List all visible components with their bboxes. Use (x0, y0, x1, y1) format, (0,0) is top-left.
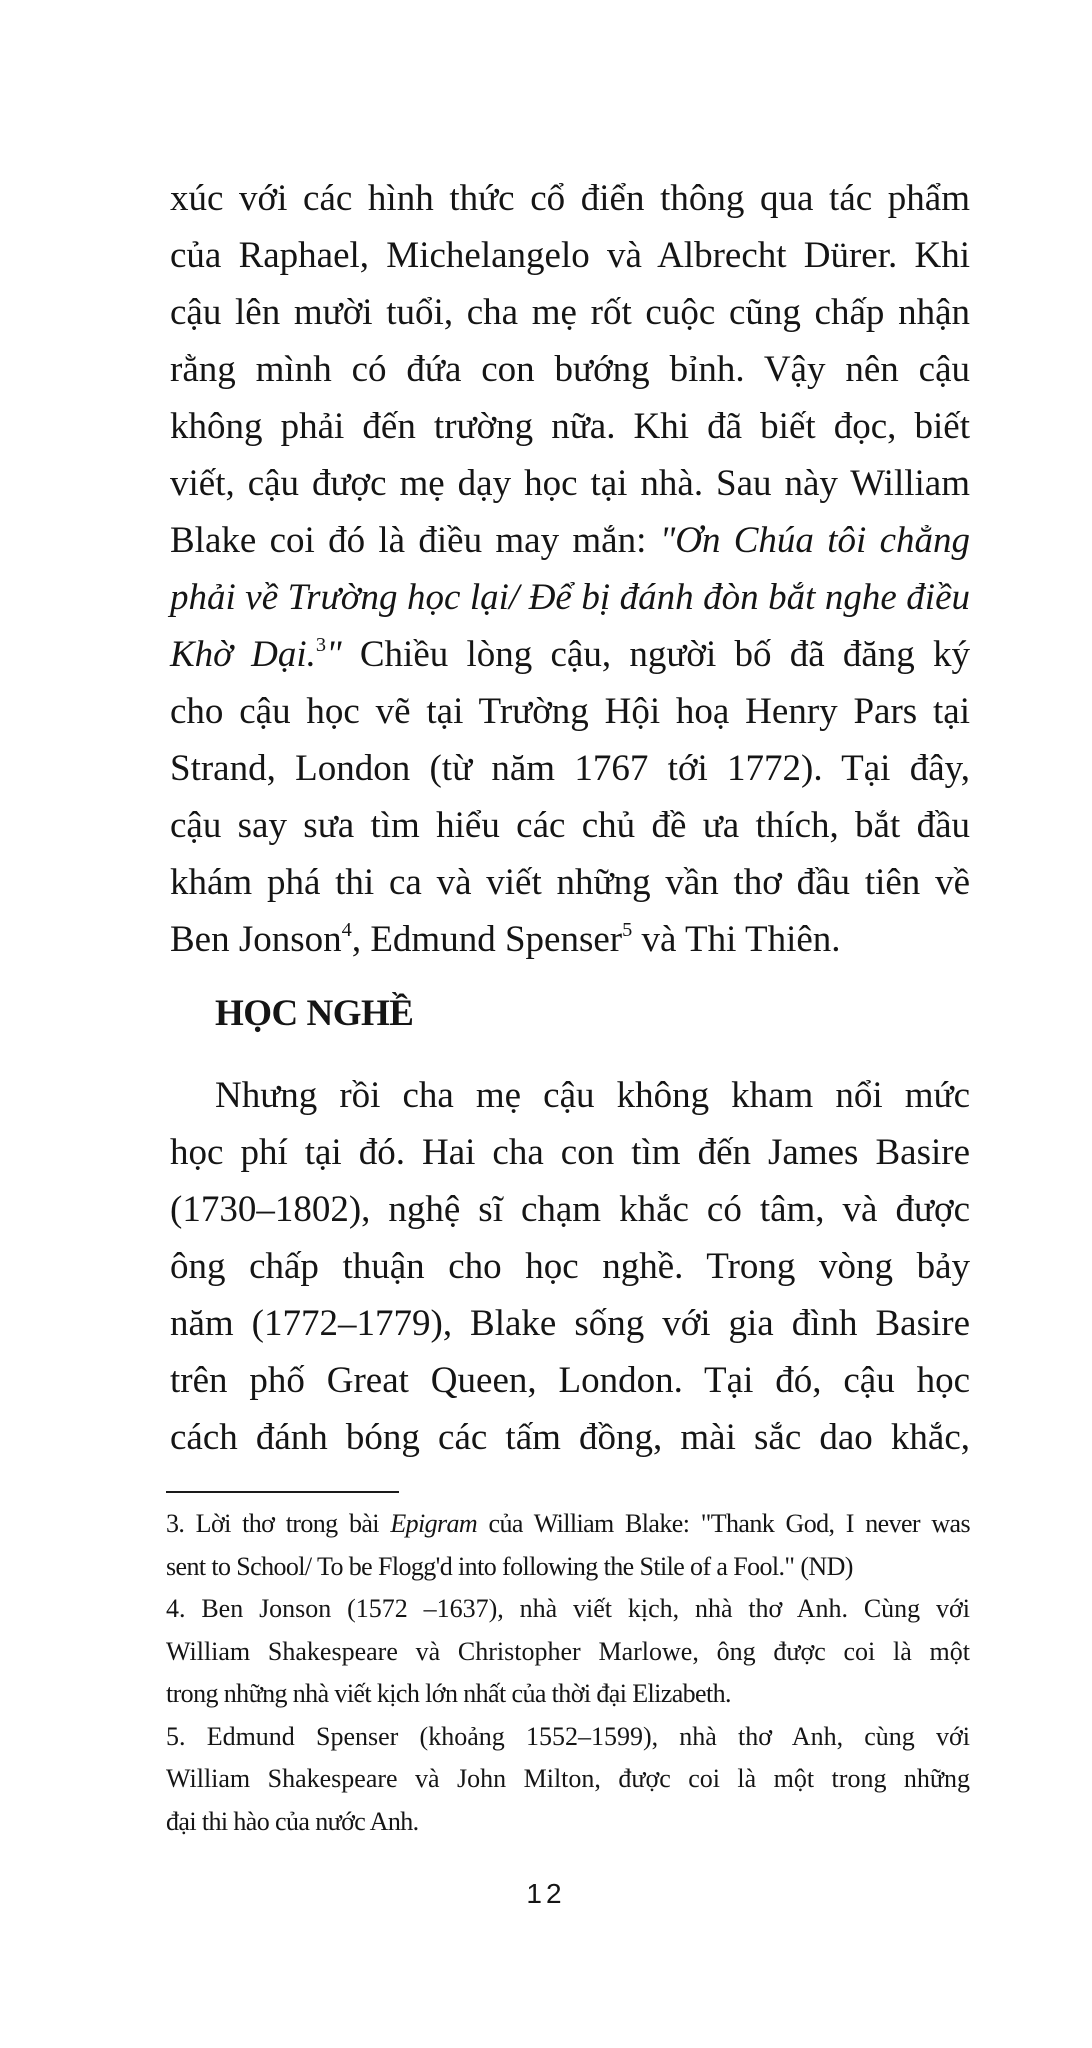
footnote-line: 4. Ben Jonson (1572 –1637), nhà viết kịch, nhà thơ Anh. Cùng với (166, 1594, 970, 1623)
text-run: , Edmund Spenser (351, 919, 623, 960)
text-line: rằng mình có đứa con bướng bỉnh. Vậy nên cậu (170, 349, 970, 390)
text-line: học phí tại đó. Hai cha con tìm đến James Basire (170, 1132, 970, 1173)
body-paragraph-2 (170, 1067, 970, 1466)
text-line: Nhưng rồi cha mẹ cậu không kham nổi mức (215, 1075, 970, 1116)
text-line: của Raphael, Michelangelo và Albrecht Dürer. Khi (170, 235, 970, 276)
quote-italic: Khờ Dại. (170, 634, 316, 675)
footnote-line: William Shakespeare và John Milton, được coi là một trong những (166, 1764, 970, 1793)
text-line: không phải đến trường nữa. Khi đã biết đọc, biết (170, 406, 970, 447)
footnote-line: sent to School/ To be Flogg'd into following the Stile of a Fool." (ND) (166, 1551, 853, 1581)
text-run: Blake coi đó là điều may mắn: (170, 520, 660, 561)
footnote-4 (166, 1588, 970, 1716)
text-line: Strand, London (từ năm 1767 tới 1772). Tại đây, (170, 748, 970, 789)
footnote-ref-4[interactable]: 4 (341, 918, 352, 941)
text-line: ông chấp thuận cho học nghề. Trong vòng bảy (170, 1246, 970, 1287)
text-line: cách đánh bóng các tấm đồng, mài sắc dao khắc, (170, 1417, 970, 1458)
footnote-5 (166, 1716, 970, 1844)
text-line: (1730–1802), nghệ sĩ chạm khắc có tâm, và được (170, 1189, 970, 1230)
text-run: của William Blake: "Thank God, I never was (477, 1509, 970, 1538)
text-line: khám phá thi ca và viết những vần thơ đầu tiên về (170, 862, 970, 903)
text-line: năm (1772–1779), Blake sống với gia đình Basire (170, 1303, 970, 1344)
text-line (170, 626, 970, 683)
body-paragraph-1 (170, 170, 970, 968)
page-number: 12 (526, 1878, 566, 1909)
text-line: cậu lên mười tuổi, cha mẹ rốt cuộc cũng chấp nhận (170, 292, 970, 333)
text-line: xúc với các hình thức cổ điển thông qua tác phẩm (170, 178, 970, 219)
text-line: cho cậu học vẽ tại Trường Hội hoạ Henry Pars tại (170, 691, 970, 732)
quote-close: " (326, 634, 342, 675)
footnote-3 (166, 1503, 970, 1588)
footnote-divider (166, 1491, 399, 1493)
footnote-line: đại thi hào của nước Anh. (166, 1806, 419, 1836)
text-run: và Thi Thiên. (632, 919, 841, 960)
text-run: Ben Jonson (170, 919, 342, 960)
text-line: viết, cậu được mẹ dạy học tại nhà. Sau này William (170, 463, 970, 504)
footnote-ref-3[interactable]: 3 (315, 633, 327, 656)
text-line (170, 569, 970, 626)
text-run: 3. Lời thơ trong bài (166, 1509, 391, 1538)
footnote-line: William Shakespeare và Christopher Marlowe, ông được coi là một (166, 1636, 970, 1666)
quote-italic: "Ơn Chúa tôi chẳng (659, 520, 971, 561)
footnote-line: 5. Edmund Spenser (khoảng 1552–1599), nhà thơ Anh, cùng với (166, 1721, 970, 1751)
text-run: Chiều lòng cậu, người bố đã đăng ký (341, 634, 971, 675)
quote-italic: phải về Trường học lại/ Để bị đánh đòn bắt nghe điều (170, 577, 970, 618)
footnote-line (166, 1503, 970, 1546)
text-line: cậu say sưa tìm hiểu các chủ đề ưa thích, bắt đầu (170, 805, 970, 846)
footnote-line: trong những nhà viết kịch lớn nhất của thời đại Elizabeth. (166, 1679, 731, 1708)
title-italic: Epigram (390, 1509, 478, 1538)
footnote-ref-5[interactable]: 5 (622, 918, 633, 941)
text-line (170, 512, 970, 569)
footnotes (166, 1503, 970, 1843)
text-line (170, 911, 970, 968)
text-line: trên phố Great Queen, London. Tại đó, cậu học (170, 1360, 970, 1401)
section-heading: HỌC NGHỀ (215, 993, 414, 1034)
